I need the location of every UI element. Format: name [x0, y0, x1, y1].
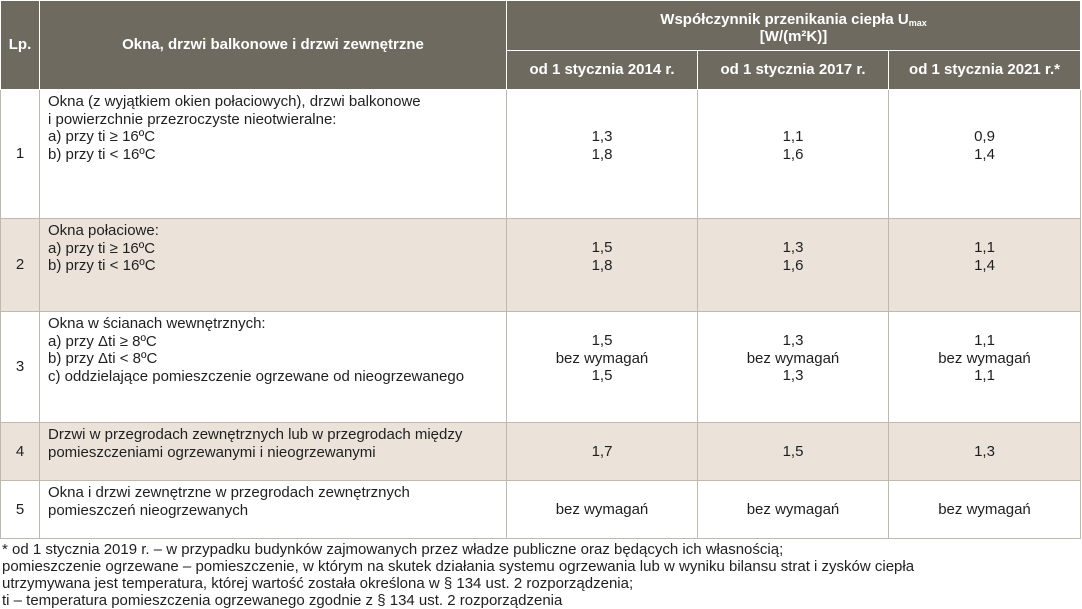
desc-line: a) przy Δti ≥ 8ºC — [48, 332, 157, 350]
footnotes — [0, 539, 1082, 609]
value-2014 — [507, 219, 698, 312]
value: 1,8 — [591, 256, 613, 274]
desc-line: a) przy ti ≥ 16ºC — [48, 239, 156, 257]
desc-line: Okna (z wyjątkiem okien połaciowych), drzwi balkonowe — [48, 93, 421, 110]
value-2017 — [698, 312, 889, 423]
value-2021 — [889, 90, 1081, 219]
row-description — [40, 90, 507, 219]
value-2021: bez wymagań — [889, 481, 1081, 539]
table-row — [1, 312, 1081, 423]
value-2021 — [889, 312, 1081, 423]
value: 1,1 — [782, 128, 804, 145]
value: 1,6 — [782, 256, 804, 274]
desc-line: b) przy ti < 16ºC — [48, 257, 156, 274]
value-2014 — [507, 312, 698, 423]
row-description — [40, 423, 507, 481]
value: bez wymagań — [746, 349, 840, 367]
row-description — [40, 312, 507, 423]
value: 1,5 — [591, 239, 613, 256]
footnote: * od 1 stycznia 2019 r. – w przypadku budynków zajmowanych przez władze publiczne oraz będących ich własnością; — [2, 541, 784, 558]
row-lp: 3 — [1, 312, 40, 423]
desc-line: Okna połaciowe: — [48, 222, 159, 239]
footnote: pomieszczenie ogrzewane – pomieszczenie, w którym na skutek działania systemu ogrzewania lub w wyniku bilansu strat i zysków ciepła — [2, 558, 915, 575]
value: 0,9 — [974, 128, 995, 145]
header-coefficient — [507, 1, 1081, 51]
header-coefficient-unit: [W/(m²K)] — [759, 27, 828, 45]
row-lp: 2 — [1, 219, 40, 312]
footnote: ti – temperatura pomieszczenia ogrzewanego zgodnie z § 134 ust. 2 rozporządzenia — [2, 592, 563, 609]
value-2017: bez wymagań — [698, 481, 889, 539]
value-2014 — [507, 90, 698, 219]
header-description: Okna, drzwi balkonowe i drzwi zewnętrzne — [40, 1, 507, 90]
value: 1,1 — [974, 367, 995, 384]
row-lp: 5 — [1, 481, 40, 539]
desc-line: Okna i drzwi zewnętrzne w przegrodach zewnętrznych — [48, 484, 410, 501]
table-row — [1, 423, 1081, 481]
header-lp: Lp. — [1, 1, 40, 90]
desc-line: a) przy ti ≥ 16ºC — [48, 128, 156, 145]
desc-line: c) oddzielające pomieszczenie ogrzewane od nieogrzewanego — [48, 367, 465, 385]
footnote: utrzymywana jest temperatura, której wartość została określona w § 134 ust. 2 rozporządzenia; — [2, 575, 634, 592]
desc-line: pomieszczeniami ogrzewanymi i nieogrzewanymi — [48, 443, 376, 461]
desc-line: pomieszczeń nieogrzewanych — [48, 501, 249, 519]
table-row — [1, 90, 1081, 219]
row-description — [40, 219, 507, 312]
value-2014: bez wymagań — [507, 481, 698, 539]
row-lp: 4 — [1, 423, 40, 481]
value: 1,3 — [591, 128, 613, 145]
value: 1,4 — [974, 256, 995, 274]
value: 1,1 — [974, 239, 995, 256]
table-row — [1, 481, 1081, 539]
header-period-2017: od 1 stycznia 2017 r. — [698, 51, 889, 90]
header-coefficient-title: Współczynnik przenikania ciepła U — [660, 10, 909, 28]
desc-line: b) przy ti < 16ºC — [48, 145, 156, 163]
header-period-2021: od 1 stycznia 2021 r.* — [889, 51, 1081, 90]
header-period-2014: od 1 stycznia 2014 r. — [507, 51, 698, 90]
value: 1,3 — [782, 332, 804, 349]
value: 1,5 — [591, 367, 613, 384]
row-description — [40, 481, 507, 539]
value-2021: 1,3 — [889, 423, 1081, 481]
desc-line: b) przy Δti < 8ºC — [48, 350, 158, 367]
desc-line: Okna w ścianach wewnętrznych: — [48, 315, 266, 332]
value-2017 — [698, 219, 889, 312]
value-2017: 1,5 — [698, 423, 889, 481]
value-2017 — [698, 90, 889, 219]
value: 1,3 — [782, 239, 804, 256]
value: 1,1 — [974, 332, 995, 349]
table-row — [1, 219, 1081, 312]
value-2014: 1,7 — [507, 423, 698, 481]
value: 1,6 — [782, 145, 804, 163]
value: 1,3 — [782, 367, 804, 384]
row-lp: 1 — [1, 90, 40, 219]
desc-line: Drzwi w przegrodach zewnętrznych lub w przegrodach między — [48, 426, 463, 443]
header-coefficient-sub: max — [908, 17, 927, 28]
value: bez wymagań — [938, 349, 1031, 367]
desc-line: i powierzchnie przezroczyste nieotwieralne: — [48, 110, 337, 128]
value: bez wymagań — [555, 349, 649, 367]
value: 1,8 — [591, 145, 613, 163]
value: 1,4 — [974, 145, 995, 163]
value: 1,5 — [591, 332, 613, 349]
value-2021 — [889, 219, 1081, 312]
